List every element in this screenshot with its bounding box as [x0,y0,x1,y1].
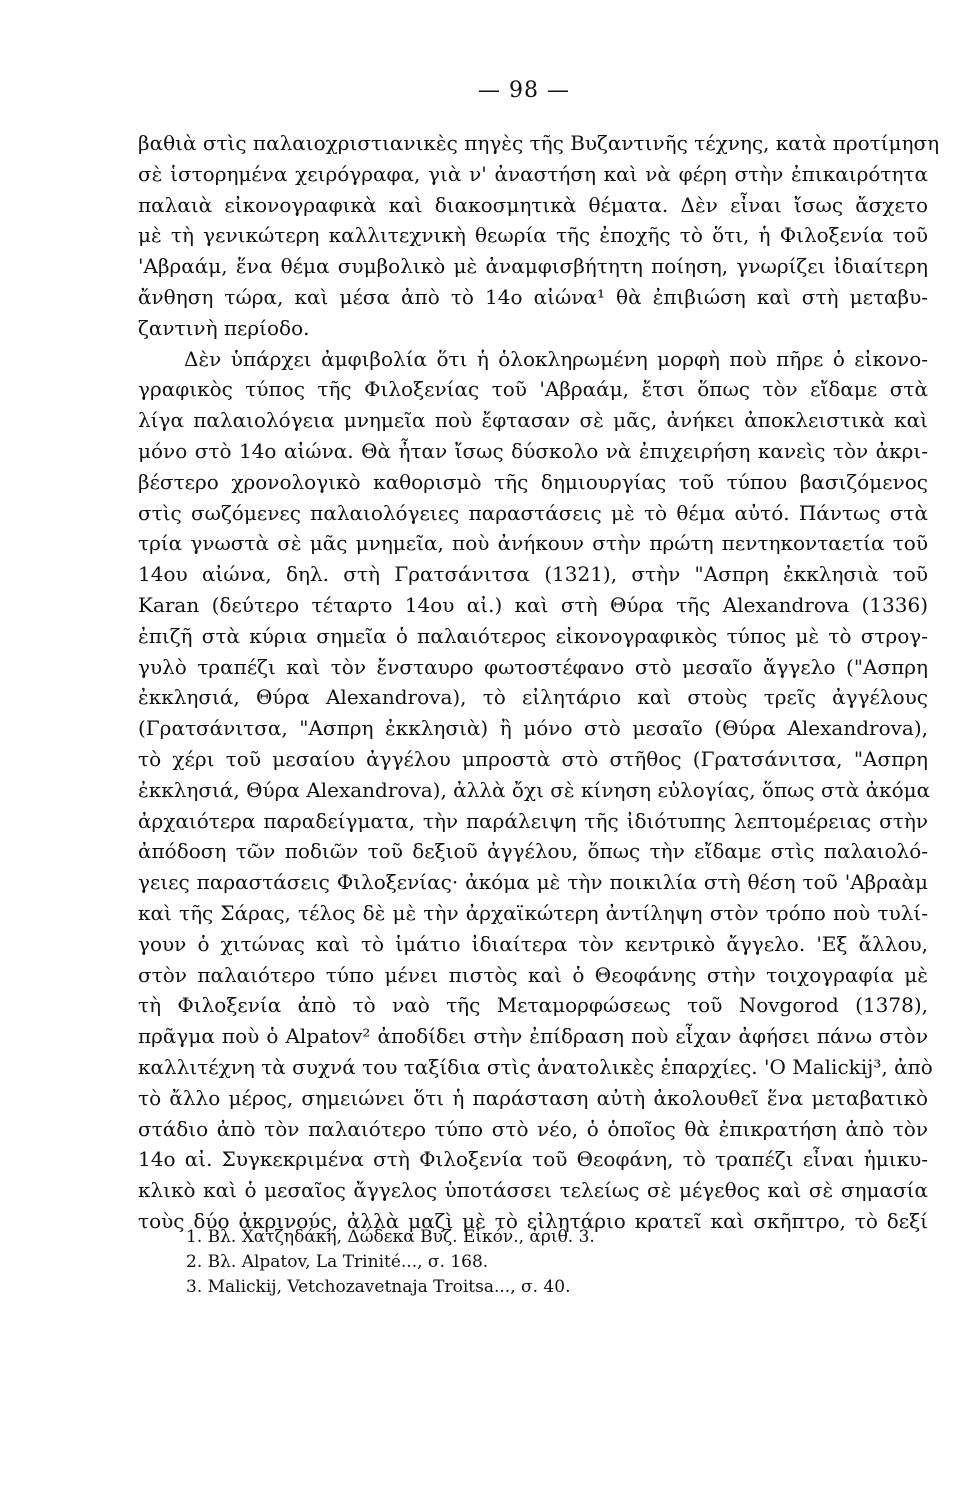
page-number: — 98 — [478,78,570,103]
text-line: τὸ χέρι τοῦ μεσαίου ἀγγέλου μπροστὰ στὸ στῆθος (Γρατσάνιτσα, "Ασπρη [138,746,928,771]
body-text [138,128,940,1237]
text-line: τὸ ἄλλο μέρος, σημειώνει ὅτι ἡ παράσταση αὐτὴ ἀκολουθεῖ ἕνα μεταβατικὸ [138,1085,928,1110]
text-line: ἐκκλησιά, Θύρα Alexandrova), ἀλλὰ ὄχι σὲ κίνηση εὐλογίας, ὅπως στὰ ἀκόμα [138,777,931,802]
text-line: γειες παραστάσεις Φιλοξενίας· ἀκόμα μὲ τὴν ποικιλία στὴ θέση τοῦ 'Αβραὰμ [138,870,928,895]
text-line: καλλιτέχνη τὰ συχνά του ταξίδια στὶς ἀνατολικὲς ἐπαρχίες. 'Ο Malickij³, ἀπὸ [138,1054,933,1079]
text-line: βαθιὰ στὶς παλαιοχριστιανικὲς πηγὲς τῆς Βυζαντινῆς τέχνης, κατὰ προτίμηση [138,131,940,155]
text-line: τὴ Φιλοξενία ἀπὸ τὸ ναὸ τῆς Μεταμορφώσεως τοῦ Novgorod (1378), [138,993,928,1018]
text-line: κλικὸ καὶ ὁ μεσαῖος ἄγγελος ὑποτάσσει τελείως σὲ μέγεθος καὶ σὲ σημασία [138,1178,928,1203]
text-line: (Γρατσάνιτσα, "Ασπρη ἐκκλησιὰ) ἢ μόνο στὸ μεσαῖο (Θύρα Alexandrova), [138,716,928,741]
text-line: γυλὸ τραπέζι καὶ τὸν ἔνσταυρο φωτοστέφανο στὸ μεσαῖο ἄγγελο ("Ασπρη [138,654,928,679]
text-line: ἀρχαιότερα παραδείγματα, τὴν παράλειψη τῆς ἰδιότυπης λεπτομέρειας στὴν [138,808,928,833]
text-line: στὶς σωζόμενες παλαιολόγειες παραστάσεις μὲ τὸ θέμα αὐτό. Πάντως στὰ [138,500,928,525]
text-line: γραφικὸς τύπος τῆς Φιλοξενίας τοῦ 'Αβραάμ, ἔτσι ὅπως τὸν εἴδαμε στὰ [138,377,928,402]
footnote: 2. Βλ. Alpatov, La Trinité..., σ. 168. [186,1252,489,1272]
text-line: 14ου αἰώνα, δηλ. στὴ Γρατσάνιτσα (1321), στὴν "Ασπρη ἐκκλησιὰ τοῦ [138,562,928,587]
text-line: μόνο στὸ 14ο αἰώνα. Θὰ ἦταν ἴσως δύσκολο νὰ ἐπιχειρήση κανεὶς τὸν ἀκρι- [138,438,928,463]
text-line: καὶ τῆς Σάρας, τέλος δὲ μὲ τὴν ἀρχαϊκώτερη ἀντίληψη στὸν τρόπο ποὺ τυλί- [138,900,928,925]
footnote: 1. Βλ. Χατζηδάκη, Δώδεκα Βυζ. Εἰκόν., ἀριθ. 3. [186,1227,595,1247]
text-line: ἐκκλησιά, Θύρα Alexandrova), τὸ εἰλητάριο καὶ στοὺς τρεῖς ἀγγέλους [138,685,928,710]
text-line: πρᾶγμα ποὺ ὁ Alpatov² ἀποδίδει στὴν ἐπίδραση ποὺ εἶχαν ἀφήσει πάνω στὸν [138,1024,928,1049]
footnotes [186,1225,595,1300]
text-line: γουν ὁ χιτώνας καὶ τὸ ἱμάτιο ἰδιαίτερα τὸν κεντρικὸ ἄγγελο. 'Εξ ἄλλου, [138,931,928,956]
text-line: μὲ τὴ γενικώτερη καλλιτεχνικὴ θεωρία τῆς ἐποχῆς τὸ ὅτι, ἡ Φιλοξενία τοῦ [138,223,928,248]
text-line: λίγα παλαιολόγεια μνημεῖα ποὺ ἔφτασαν σὲ μᾶς, ἀνήκει ἀποκλειστικὰ καὶ [138,408,928,433]
text-line: ἐπιζῆ στὰ κύρια σημεῖα ὁ παλαιότερος εἰκονογραφικὸς τύπος μὲ τὸ στρογ- [138,623,928,648]
text-line: ἀπόδοση τῶν ποδιῶν τοῦ δεξιοῦ ἀγγέλου, ὅπως τὴν εἴδαμε στὶς παλαιολό- [138,839,928,864]
text-line: 'Αβραάμ, ἕνα θέμα συμβολικὸ μὲ ἀναμφισβήτητη ποίηση, γνωρίζει ἰδιαίτερη [138,254,928,279]
text-line: στὸν παλαιότερο τύπο μένει πιστὸς καὶ ὁ Θεοφάνης στὴν τοιχογραφία μὲ [138,962,928,987]
text-line: σὲ ἱστορημένα χειρόγραφα, γιὰ ν' ἀναστήση καὶ νὰ φέρη στὴν ἐπικαιρότητα [138,161,928,186]
text-line: παλαιὰ εἰκονογραφικὰ καὶ διακοσμητικὰ θέματα. Δὲν εἶναι ἴσως ἄσχετο [138,192,928,217]
text-line: στάδιο ἀπὸ τὸν παλαιότερο τύπο στὸ νέο, ὁ ὁποῖος θὰ ἐπικρατήση ἀπὸ τὸν [138,1116,928,1141]
text-line: 14ο αἰ. Συγκεκριμένα στὴ Φιλοξενία τοῦ Θεοφάνη, τὸ τραπέζι εἶναι ἡμικυ- [138,1147,928,1172]
footnote: 3. Malickij, Vetchozavetnaja Troitsa..., σ. 40. [186,1277,571,1297]
text-line: Karan (δεύτερο τέταρτο 14ου αἰ.) καὶ στὴ Θύρα τῆς Alexandrova (1336) [138,592,928,617]
text-line: βέστερο χρονολογικὸ καθορισμὸ τῆς δημιουργίας τοῦ τύπου βασιζόμενος [138,469,928,494]
text-line: τοὺς δύο ἀκρινούς, ἀλλὰ μαζὶ μὲ τὸ εἰλητάριο κρατεῖ καὶ σκῆπτρο, τὸ δεξί [138,1208,928,1233]
text-line: Δὲν ὑπάρχει ἀμφιβολία ὅτι ἡ ὁλοκληρωμένη μορφὴ ποὺ πῆρε ὁ εἰκονο- [184,346,928,371]
text-line: ἄνθηση τώρα, καὶ μέσα ἀπὸ τὸ 14ο αἰώνα¹ θὰ ἐπιβιώση καὶ στὴ μεταβυ- [138,284,928,309]
text-line: τρία γνωστὰ σὲ μᾶς μνημεῖα, ποὺ ἀνήκουν στὴν πρώτη πεντηκονταετία τοῦ [138,531,928,556]
text-line: ζαντινὴ περίοδο. [138,315,310,340]
